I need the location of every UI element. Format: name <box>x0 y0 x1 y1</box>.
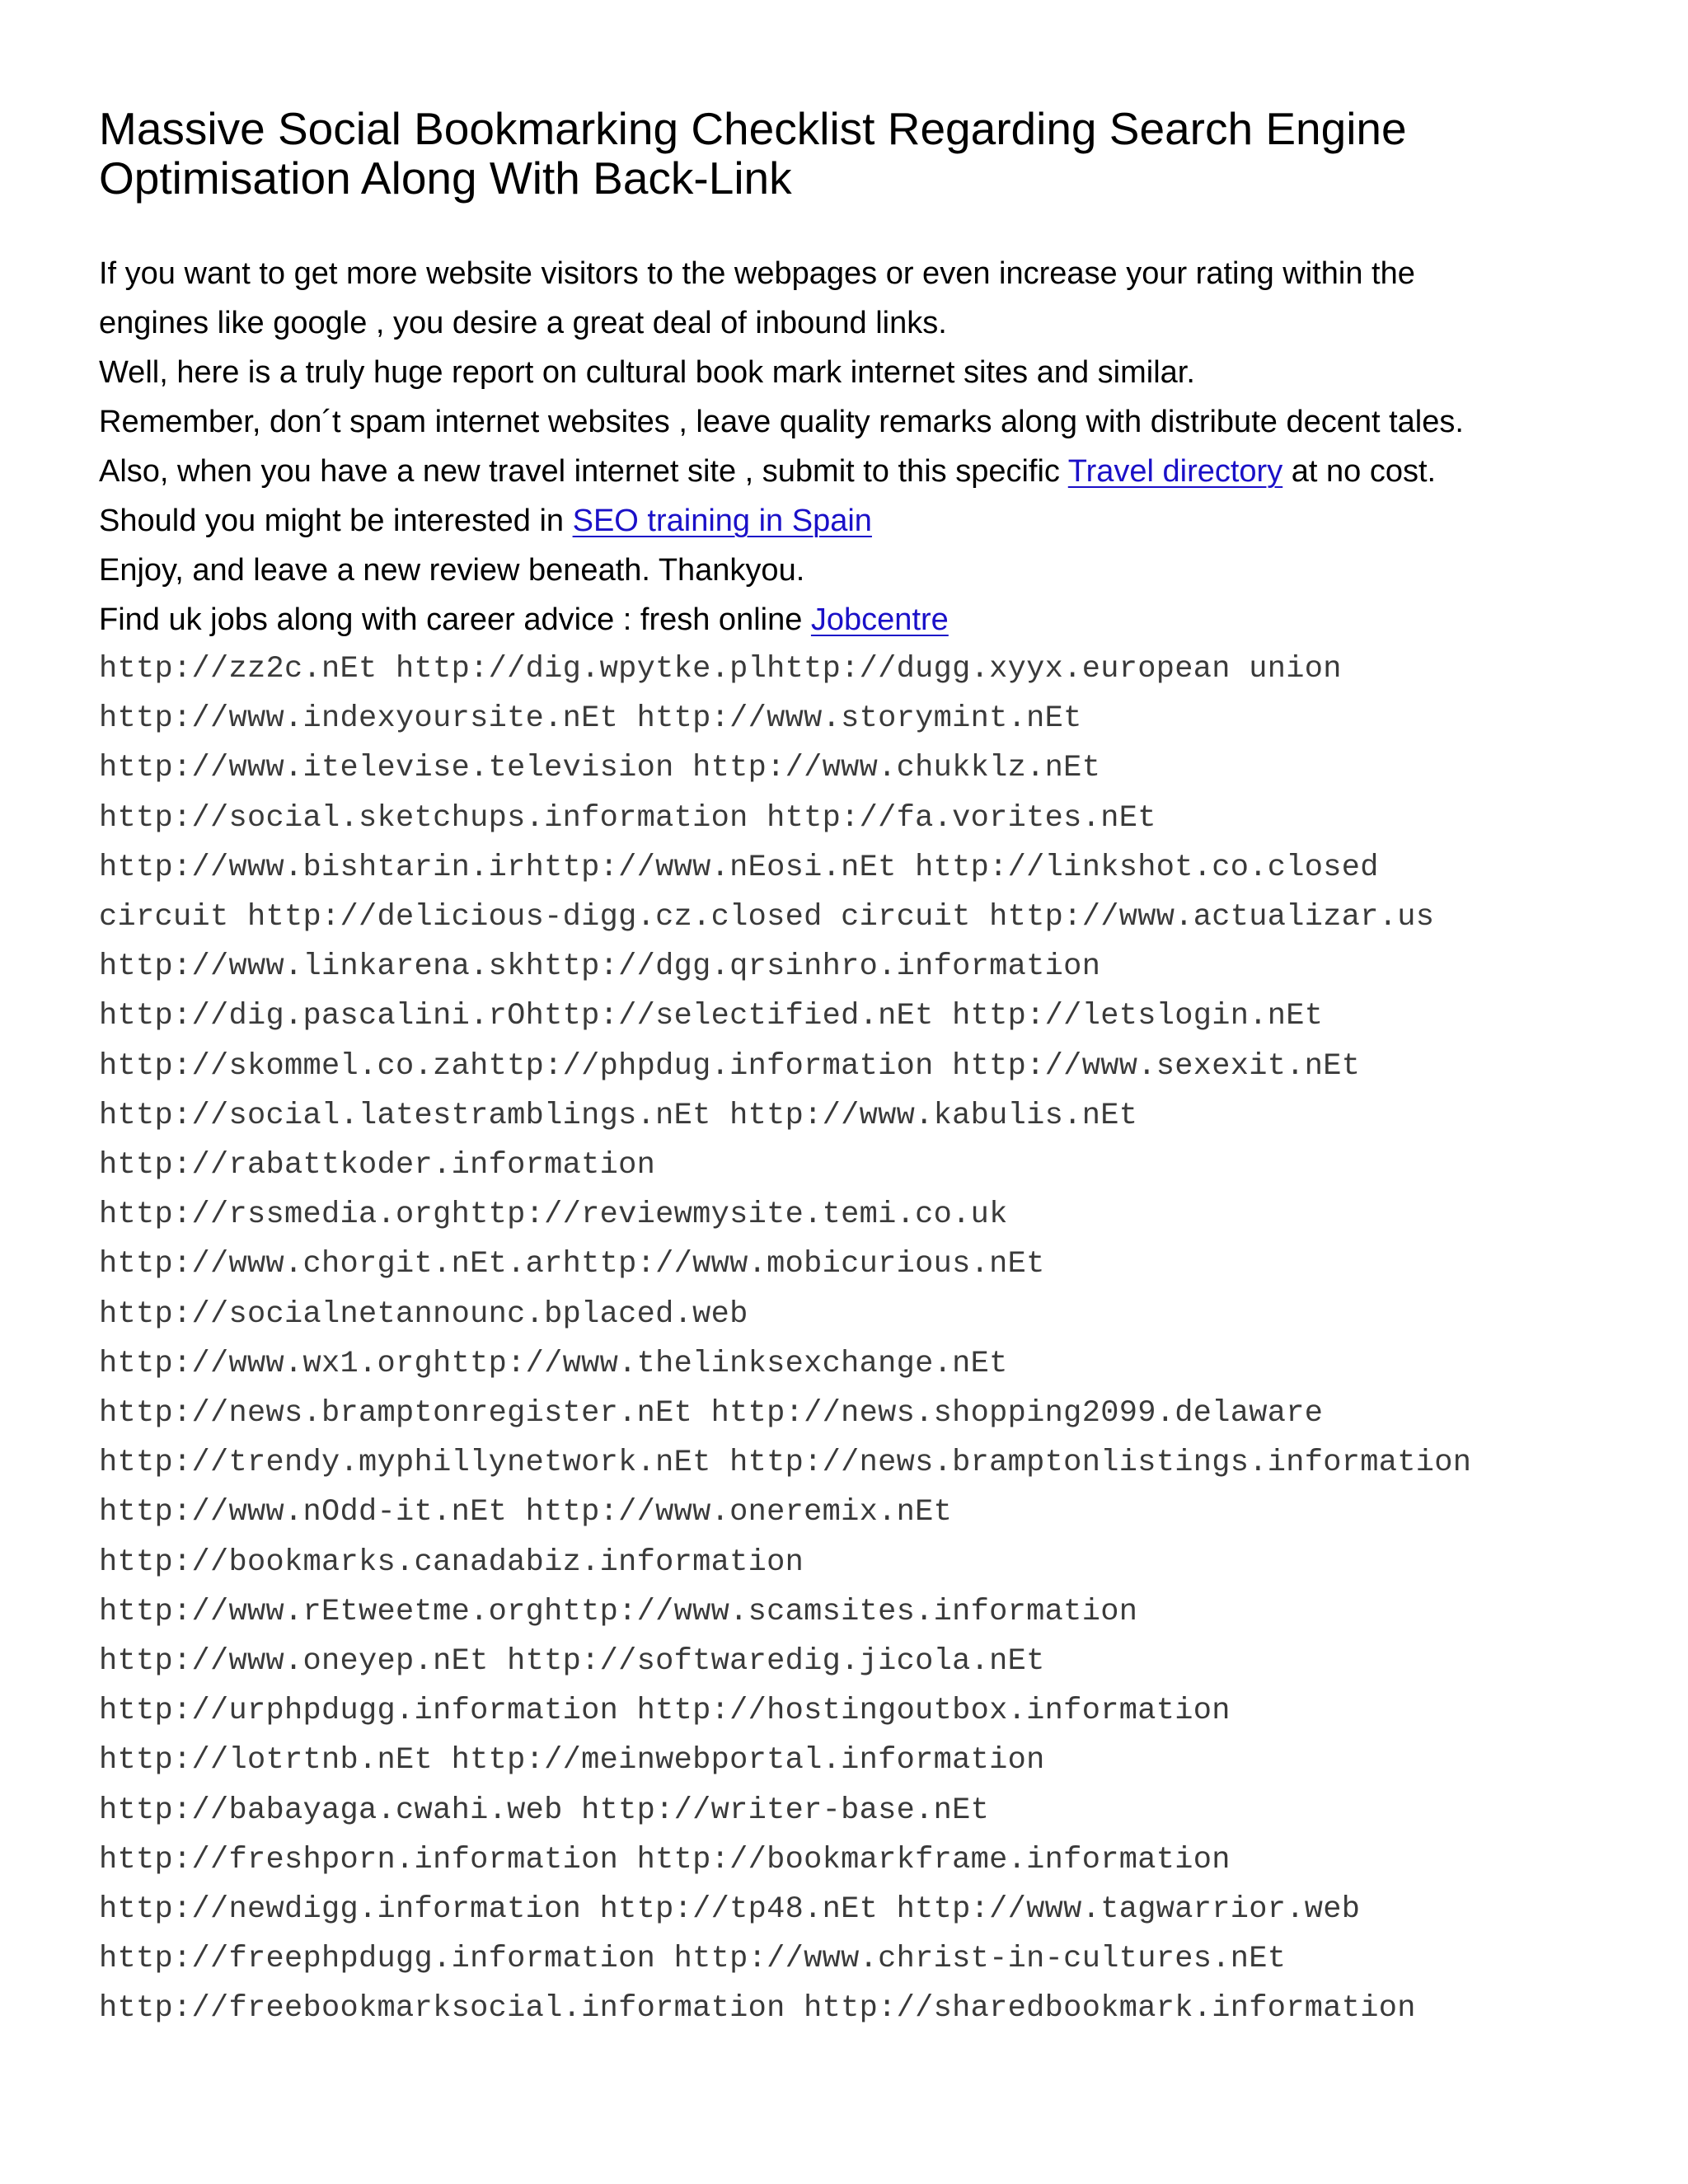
url-list-line: http://www.nOdd-it.nEt http://www.oneremix.nEt <box>99 1495 953 1530</box>
paragraph-6: Enjoy, and leave a new review beneath. Thankyou. <box>99 553 805 588</box>
url-list-line: http://rssmedia.orghttp://reviewmysite.temi.co.uk <box>99 1197 1008 1233</box>
intro-text <box>99 249 1607 644</box>
paragraph-4-text-before: Also, when you have a new travel internet site , submit to this specific <box>99 454 1068 489</box>
travel-directory-link[interactable]: Travel directory <box>1067 454 1283 489</box>
url-list-line: http://socialnetannounc.bplaced.web <box>99 1296 748 1332</box>
paragraph-2: Well, here is a truly huge report on cultural book mark internet sites and similar. <box>99 355 1195 390</box>
url-list-line: http://www.chorgit.nEt.arhttp://www.mobicurious.nEt <box>99 1247 1045 1282</box>
jobcentre-link[interactable]: Jobcentre <box>810 602 949 637</box>
document-title: Massive Social Bookmarking Checklist Regarding Search Engine Optimisation Along With Back-Link <box>99 103 1407 204</box>
url-list-line: http://lotrtnb.nEt http://meinwebportal.information <box>99 1743 1045 1779</box>
paragraph-3: Remember, don´t spam internet websites , leave quality remarks along with distribute decent tales. <box>99 405 1464 439</box>
url-list-line: circuit http://delicious-digg.cz.closed circuit http://www.actualizar.us <box>99 900 1435 935</box>
url-list-line: http://bookmarks.canadabiz.information <box>99 1544 804 1580</box>
paragraph-4 <box>99 447 1607 496</box>
url-list-line: http://social.sketchups.information http://fa.vorites.nEt <box>99 800 1156 836</box>
seo-training-link[interactable]: SEO training in Spain <box>572 504 872 538</box>
url-list-line: http://trendy.myphillynetwork.nEt http://news.bramptonlistings.information <box>99 1446 1472 1481</box>
url-list-line: http://www.indexyoursite.nEt http://www.storymint.nEt <box>99 701 1082 737</box>
url-list-line: http://freebookmarksocial.information http://sharedbookmark.information <box>99 1991 1416 2027</box>
paragraph-1a: If you want to get more website visitors to the webpages or even increase your rating within the <box>99 256 1415 291</box>
url-list-line: http://skommel.co.zahttp://phpdug.information http://www.sexexit.nEt <box>99 1048 1361 1084</box>
url-list-line: http://www.linkarena.skhttp://dgg.qrsinhro.information <box>99 949 1101 985</box>
url-list-line: http://social.latestramblings.nEt http://www.kabulis.nEt <box>99 1098 1138 1133</box>
url-list-line: http://newdigg.information http://tp48.nEt http://www.tagwarrior.web <box>99 1892 1361 1928</box>
paragraph-1b: engines like google , you desire a great deal of inbound links. <box>99 306 947 340</box>
url-list-line: http://freshporn.information http://bookmarkframe.information <box>99 1842 1231 1877</box>
paragraph-7-text-before: Find uk jobs along with career advice : fresh online <box>99 602 811 637</box>
url-list-line: http://www.oneyep.nEt http://softwaredig.jicola.nEt <box>99 1644 1045 1680</box>
url-list-line: http://zz2c.nEt http://dig.wpytke.plhttp://dugg.xyyx.european union <box>99 652 1342 687</box>
document-page <box>99 104 1607 2034</box>
url-list-line: http://babayaga.cwahi.web http://writer-base.nEt <box>99 1793 990 1828</box>
url-list-line: http://dig.pascalini.rOhttp://selectified.nEt http://letslogin.nEt <box>99 999 1324 1034</box>
paragraph-5-text-before: Should you might be interested in <box>99 504 573 538</box>
url-list-line: http://www.wx1.orghttp://www.thelinksexchange.nEt <box>99 1346 1008 1381</box>
url-list-line: http://www.rEtweetme.orghttp://www.scamsites.information <box>99 1594 1138 1629</box>
url-list-line: http://www.bishtarin.irhttp://www.nEosi.nEt http://linkshot.co.closed <box>99 850 1379 885</box>
url-list-line: http://freephpdugg.information http://www.christ-in-cultures.nEt <box>99 1942 1287 1977</box>
url-list-line: http://www.itelevise.television http://www.chukklz.nEt <box>99 751 1101 786</box>
paragraph-7 <box>99 595 1607 644</box>
url-list <box>99 644 1607 2034</box>
paragraph-5 <box>99 496 1607 546</box>
url-list-line: http://news.bramptonregister.nEt http://news.shopping2099.delaware <box>99 1396 1324 1432</box>
paragraph-4-text-after: at no cost. <box>1282 454 1437 489</box>
url-list-line: http://urphpdugg.information http://hostingoutbox.information <box>99 1694 1231 1729</box>
url-list-line: http://rabattkoder.information <box>99 1148 656 1183</box>
